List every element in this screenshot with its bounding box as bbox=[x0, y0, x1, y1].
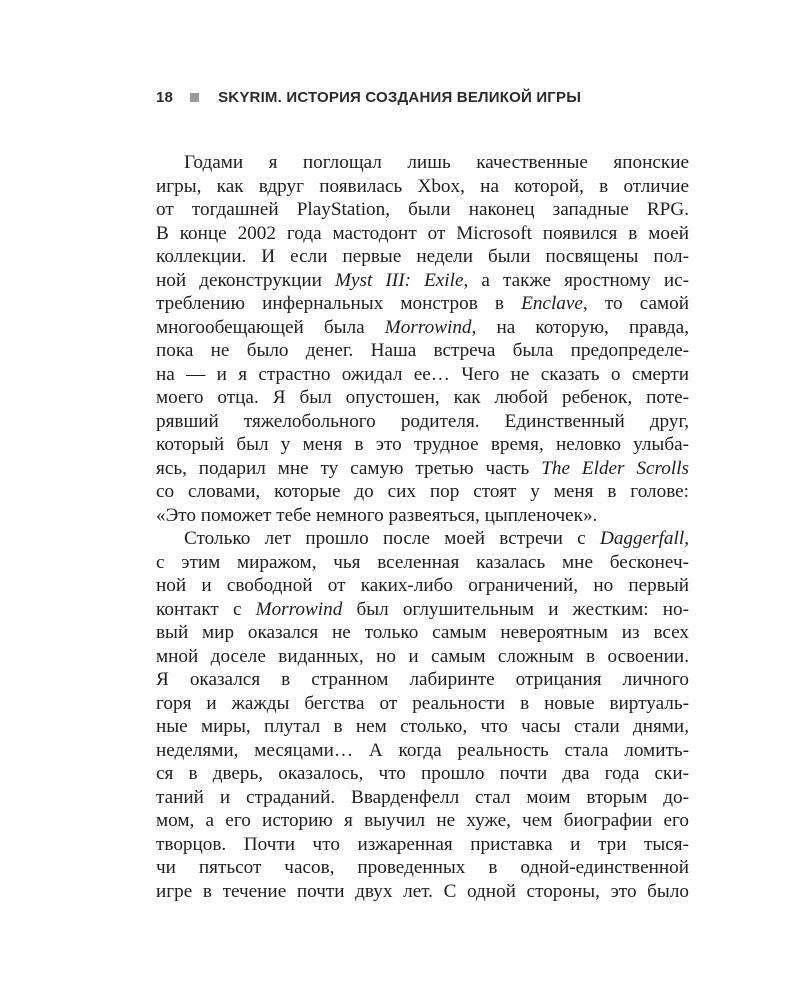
text-run: , то самой bbox=[582, 293, 689, 314]
text-run: Я оказался в странном лабиринте отрицания личного bbox=[156, 669, 689, 690]
text-run: многообещающей была bbox=[156, 316, 385, 338]
text-line bbox=[156, 786, 689, 810]
text-run: мом, а его историю я выучил не хуже, чем биографии его bbox=[156, 810, 689, 831]
text-run: контакт с bbox=[156, 598, 256, 620]
text-run: чи пятьсот часов, проведенных в одной-единственной bbox=[156, 857, 689, 878]
text-line bbox=[156, 480, 689, 504]
text-line bbox=[156, 222, 689, 246]
text-line bbox=[156, 715, 689, 739]
text-line bbox=[156, 668, 689, 692]
text-run: рявший тяжелобольного родителя. Единственный друг, bbox=[156, 410, 689, 432]
text-run: , на которую, правда, bbox=[471, 316, 689, 338]
text-line bbox=[156, 245, 689, 269]
text-run: ся в дверь, оказалось, что прошло почти два года ски- bbox=[156, 763, 689, 784]
text-run: игры, как вдруг появилась Xbox, на которой, в отличие bbox=[156, 175, 689, 197]
text-line bbox=[156, 292, 689, 316]
text-run: , bbox=[684, 528, 689, 549]
text-line bbox=[156, 504, 689, 528]
text-line bbox=[156, 457, 689, 481]
text-line bbox=[156, 809, 689, 833]
italic-title: Myst III: Exile bbox=[335, 269, 464, 291]
text-line bbox=[156, 386, 689, 410]
text-run: мной доселе виданных, но и самым сложным в освоении. bbox=[156, 645, 689, 667]
text-run: , а также яростному ис- bbox=[463, 269, 689, 291]
text-line bbox=[156, 574, 689, 598]
text-run: который был у меня в это трудное время, неловко улыба- bbox=[156, 434, 689, 455]
paragraph bbox=[156, 151, 689, 527]
text-run: В конце 2002 года мастодонт от Microsoft появился в моей bbox=[156, 222, 689, 244]
text-line bbox=[156, 645, 689, 669]
text-run: треблению инфернальных монстров в bbox=[156, 293, 522, 314]
separator-square-icon bbox=[190, 93, 199, 102]
italic-title: Enclave bbox=[521, 293, 583, 314]
paragraph bbox=[156, 527, 689, 903]
text-line bbox=[156, 151, 689, 175]
text-run: моего отца. Я был опустошен, как любой ребенок, поте- bbox=[156, 387, 689, 408]
text-run: «Это поможет тебе немного развеяться, цыпленочек». bbox=[156, 504, 598, 526]
text-line bbox=[156, 527, 689, 551]
text-run: с этим миражом, чья вселенная казалась мне бесконеч- bbox=[156, 551, 689, 573]
text-run: горя и жажды бегства от реальности в новые виртуаль- bbox=[156, 692, 689, 714]
text-line bbox=[156, 198, 689, 222]
text-run: неделями, месяцами… А когда реальность стала ломить- bbox=[156, 739, 689, 761]
text-line bbox=[156, 692, 689, 716]
text-run: игре в течение почти двух лет. С одной стороны, это было bbox=[156, 880, 689, 902]
text-line bbox=[156, 739, 689, 763]
page-number: 18 bbox=[156, 89, 174, 106]
text-run: от тогдашней PlayStation, были наконец западные RPG. bbox=[156, 199, 689, 220]
text-run: со словами, которые до сих пор стоят у меня в голове: bbox=[156, 481, 689, 502]
text-line bbox=[156, 833, 689, 857]
text-run: творцов. Почти что изжаренная приставка и три тыся- bbox=[156, 833, 689, 855]
text-run: коллекции. И если первые недели были посвящены пол- bbox=[156, 246, 689, 267]
text-run: Годами я поглощал лишь качественные японские bbox=[184, 152, 689, 173]
text-line bbox=[156, 433, 689, 457]
text-run: на — и я страстно ожидал ее… Чего не сказать о смерти bbox=[156, 363, 689, 385]
text-line bbox=[156, 410, 689, 434]
text-run: ные миры, плутал в нем столько, что часы стали днями, bbox=[156, 716, 689, 737]
text-run: ной и свободной от каких-либо ограничений, но первый bbox=[156, 575, 689, 596]
text-line bbox=[156, 598, 689, 622]
text-line bbox=[156, 175, 689, 199]
body-text bbox=[156, 151, 689, 903]
text-run: ной деконструкции bbox=[156, 269, 336, 291]
text-line bbox=[156, 269, 689, 293]
text-line bbox=[156, 856, 689, 880]
text-line bbox=[156, 880, 689, 904]
book-title: SKYRIM. ИСТОРИЯ СОЗДАНИЯ ВЕЛИКОЙ ИГРЫ bbox=[218, 89, 582, 106]
italic-title: The Elder Scrolls bbox=[541, 457, 690, 479]
running-head bbox=[156, 89, 581, 106]
italic-title: Morrowind bbox=[255, 598, 343, 620]
text-line bbox=[156, 551, 689, 575]
text-line bbox=[156, 621, 689, 645]
italic-title: Daggerfall bbox=[599, 528, 685, 549]
text-line bbox=[156, 316, 689, 340]
text-line bbox=[156, 762, 689, 786]
italic-title: Morrowind bbox=[384, 316, 472, 338]
text-line bbox=[156, 339, 689, 363]
text-run: ясь, подарил мне ту самую третью часть bbox=[156, 457, 542, 479]
text-line bbox=[156, 363, 689, 387]
text-run: таний и страданий. Вварденфелл стал моим вторым до- bbox=[156, 786, 689, 808]
text-run: Столько лет прошло после моей встречи с bbox=[184, 528, 600, 549]
text-run: вый мир оказался не только самым невероятным из всех bbox=[156, 622, 689, 643]
text-run: был оглушительным и жестким: но- bbox=[342, 598, 689, 620]
text-run: пока не было денег. Наша встреча была предопределе- bbox=[156, 340, 689, 361]
